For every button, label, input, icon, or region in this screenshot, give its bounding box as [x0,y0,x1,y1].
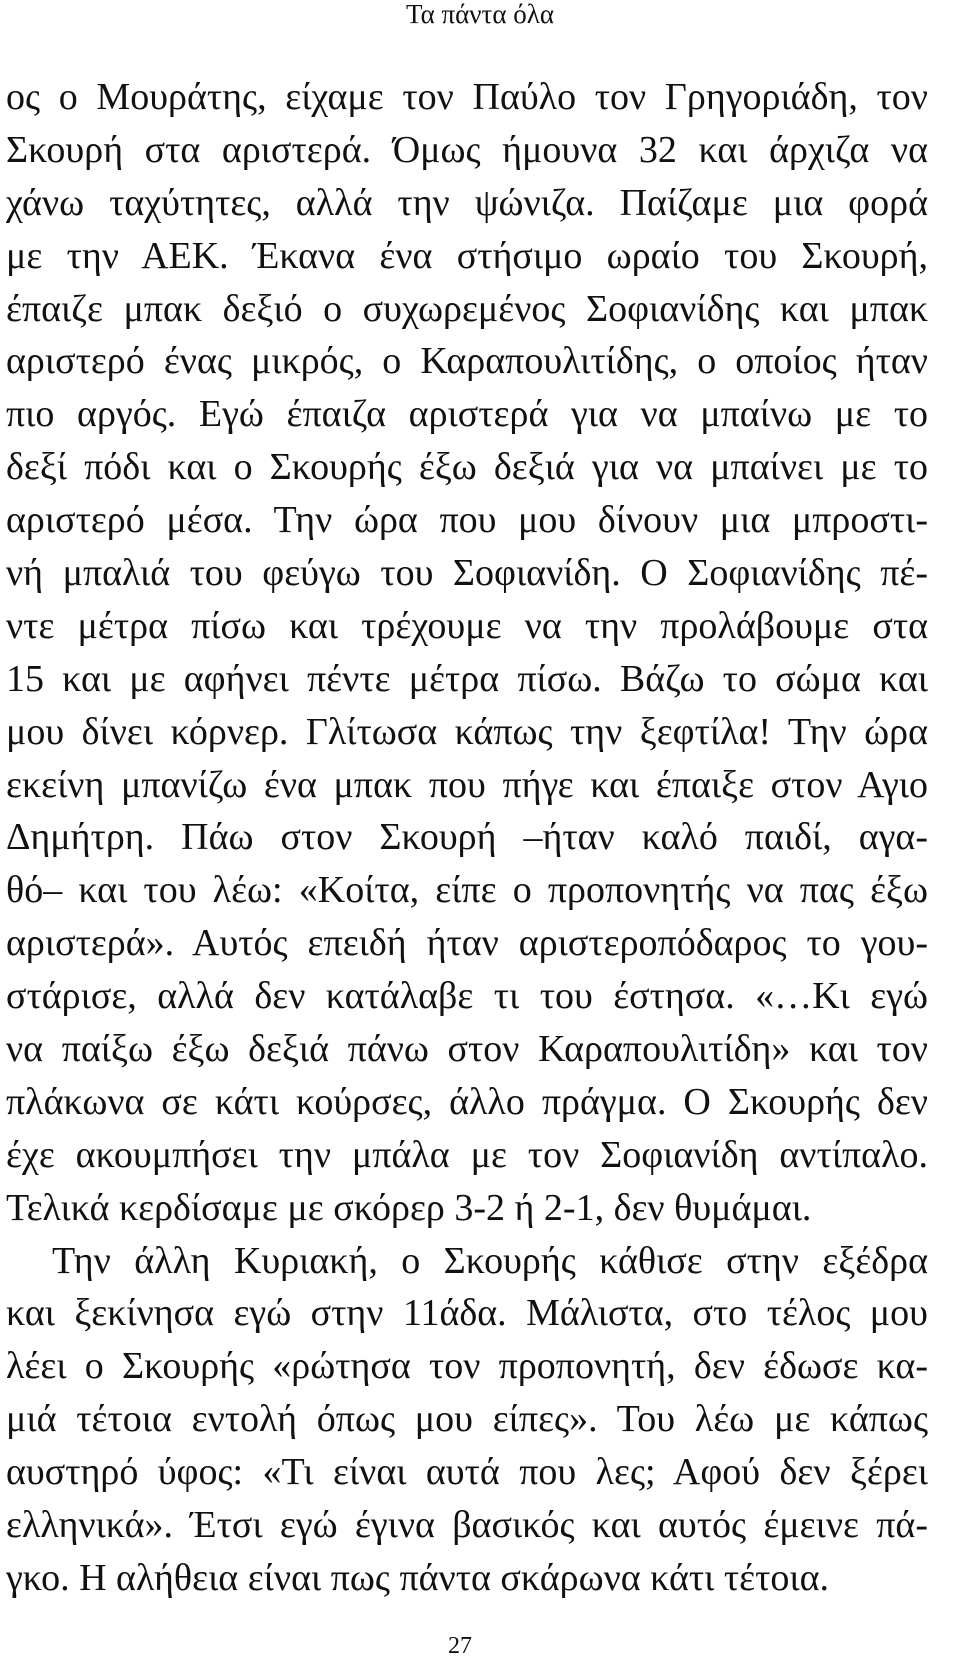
text-line: πλάκωνα σε κάτι κούρσες, άλλο πράγμα. Ο Σκουρής δεν [6,1080,928,1123]
text-line: μου δίνει κόρνερ. Γλίτωσα κάπως την ξεφτίλα! Την ώρα [6,710,928,753]
text-line: εκείνη μπανίζω ένα μπακ που πήγε και έπαιξε στον Αγιο [6,763,928,806]
text-line: πιο αργός. Εγώ έπαιζα αριστερά για να μπαίνω με το [6,393,928,436]
text-line: αριστερό μέσα. Την ώρα που μου δίνουν μια μπροστι- [6,499,928,542]
text-line: χάνω ταχύτητες, αλλά την ψώνιζα. Παίζαμε μια φορά [6,181,928,224]
text-line: αριστερά». Αυτός επειδή ήταν αριστεροπόδαρος το γου- [6,922,928,965]
text-line: Σκουρή στα αριστερά. Όμως ήμουνα 32 και άρχιζα να [6,128,928,171]
text-line: ελληνικά». Έτσι εγώ έγινα βασικός και αυτός έμεινε πά- [6,1504,928,1547]
text-line: ος ο Μουράτης, είχαμε τον Παύλο τον Γρηγοριάδη, τον [6,76,928,118]
text-line: Τελικά κερδίσαμε με σκόρερ 3-2 ή 2-1, δεν θυμάμαι. [6,1186,812,1229]
running-head: Τα πάντα όλα [406,0,554,29]
text-line: γκο. Η αλήθεια είναι πως πάντα σκάρωνα κάτι τέτοια. [6,1556,830,1599]
text-line: με την ΑΕΚ. Έκανα ένα στήσιμο ωραίο του Σκουρή, [6,234,928,277]
text-line: στάρισε, αλλά δεν κατάλαβε τι του έστησα. «…Κι εγώ [6,975,928,1018]
text-line: και ξεκίνησα εγώ στην 11άδα. Μάλιστα, στο τέλος μου [6,1292,928,1335]
text-line: αυστηρό ύφος: «Τι είναι αυτά που λες; Αφού δεν ξέρει [6,1451,928,1494]
text-line: λέει ο Σκουρής «ρώτησα τον προπονητή, δεν έδωσε κα- [6,1345,928,1388]
text-line: Δημήτρη. Πάω στον Σκουρή –ήταν καλό παιδί, αγα- [6,816,928,859]
text-line: αριστερό ένας μικρός, ο Καραπουλιτίδης, ο οποίος ήταν [6,340,928,383]
body-text [6,71,928,1605]
text-line: θό– και του λέω: «Κοίτα, είπε ο προπονητής να πας έξω [6,869,928,912]
text-line: έπαιζε μπακ δεξιό ο συχωρεμένος Σοφιανίδης και μπακ [6,287,928,330]
text-line: έχε ακουμπήσει την μπάλα με τον Σοφιανίδη αντίπαλο. [6,1133,928,1176]
text-line: μιά τέτοια εντολή όπως μου είπες». Του λέω με κάπως [6,1398,928,1441]
text-line: να παίξω έξω δεξιά πάνω στον Καραπουλιτίδη» και τον [6,1028,928,1071]
text-line: νή μπαλιά του φεύγω του Σοφιανίδη. Ο Σοφιανίδης πέ- [6,552,928,595]
page-number: 27 [448,1633,472,1659]
text-line: ντε μέτρα πίσω και τρέχουμε να την προλάβουμε στα [6,604,928,647]
text-line: δεξί πόδι και ο Σκουρής έξω δεξιά για να μπαίνει με το [6,446,928,489]
text-line: 15 και με αφήνει πέντε μέτρα πίσω. Βάζω το σώμα και [6,657,928,700]
text-line-paragraph-start: Την άλλη Κυριακή, ο Σκουρής κάθισε στην εξέδρα [52,1239,928,1282]
